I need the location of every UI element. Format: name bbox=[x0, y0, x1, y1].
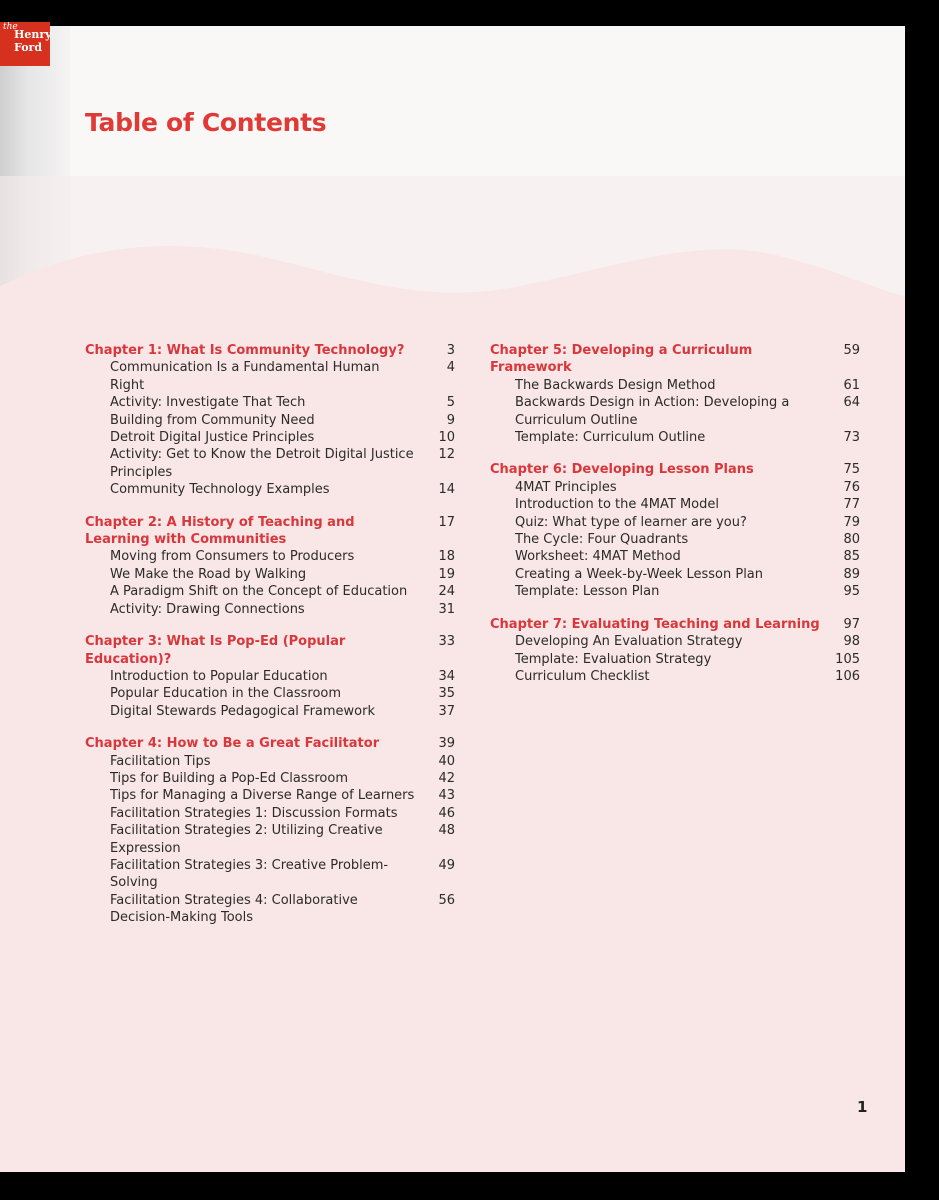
toc-chapter-block bbox=[490, 616, 860, 686]
toc-section-entry[interactable] bbox=[85, 394, 455, 411]
section-title: Quiz: What type of learner are you? bbox=[515, 514, 747, 530]
chapter-page-number: 17 bbox=[438, 514, 455, 530]
section-title: Community Technology Examples bbox=[110, 482, 330, 498]
section-page-number: 105 bbox=[835, 651, 860, 667]
section-title: Introduction to the 4MAT Model bbox=[515, 497, 719, 513]
toc-chapter-entry[interactable] bbox=[85, 735, 455, 752]
toc-section-entry[interactable] bbox=[490, 548, 860, 565]
toc-section-entry[interactable] bbox=[85, 892, 455, 927]
section-page-number: 98 bbox=[843, 634, 860, 650]
section-page-number: 12 bbox=[438, 447, 455, 463]
section-page-number: 19 bbox=[438, 566, 455, 582]
section-page-number: 14 bbox=[438, 482, 455, 498]
toc-chapter-block bbox=[85, 735, 455, 926]
logo-henry: Henry bbox=[14, 28, 52, 41]
toc-section-entry[interactable] bbox=[490, 651, 860, 668]
toc-chapter-block bbox=[85, 514, 455, 618]
toc-section-entry[interactable] bbox=[490, 514, 860, 531]
toc-section-entry[interactable] bbox=[85, 566, 455, 583]
section-title: A Paradigm Shift on the Concept of Education bbox=[110, 584, 408, 600]
section-page-number: 9 bbox=[446, 412, 455, 428]
toc-chapter-block bbox=[85, 633, 455, 720]
toc-section-entry[interactable] bbox=[85, 548, 455, 565]
toc-section-entry[interactable] bbox=[85, 601, 455, 618]
toc-chapter-block bbox=[490, 461, 860, 600]
section-title: Tips for Managing a Diverse Range of Learners bbox=[110, 788, 415, 804]
section-page-number: 85 bbox=[843, 549, 860, 565]
logo-ford: Ford bbox=[14, 41, 43, 54]
toc-section-entry[interactable] bbox=[490, 633, 860, 650]
toc-chapter-entry[interactable] bbox=[85, 633, 455, 668]
section-page-number: 48 bbox=[438, 823, 455, 839]
toc-chapter-block bbox=[490, 342, 860, 446]
section-title: Communication Is a Fundamental Human Right bbox=[110, 360, 380, 393]
toc-section-entry[interactable] bbox=[85, 753, 455, 770]
toc-section-entry[interactable] bbox=[85, 668, 455, 685]
chapter-page-number: 33 bbox=[438, 634, 455, 650]
section-title: Backwards Design in Action: Developing a Curriculum Outline bbox=[515, 395, 790, 428]
toc-section-entry[interactable] bbox=[85, 359, 455, 394]
toc-right-column bbox=[490, 342, 860, 700]
section-title: Facilitation Strategies 1: Discussion Formats bbox=[110, 805, 398, 821]
section-page-number: 95 bbox=[843, 584, 860, 600]
section-title: Worksheet: 4MAT Method bbox=[515, 549, 681, 565]
section-page-number: 73 bbox=[843, 430, 860, 446]
toc-chapter-entry[interactable] bbox=[85, 514, 455, 549]
section-title: Template: Curriculum Outline bbox=[515, 430, 706, 446]
section-title: Template: Evaluation Strategy bbox=[515, 651, 712, 667]
section-page-number: 40 bbox=[438, 753, 455, 769]
chapter-page-number: 97 bbox=[843, 616, 860, 632]
section-title: Developing An Evaluation Strategy bbox=[515, 634, 743, 650]
section-page-number: 46 bbox=[438, 805, 455, 821]
chapter-title: Chapter 6: Developing Lesson Plans bbox=[490, 462, 754, 478]
toc-section-entry[interactable] bbox=[490, 531, 860, 548]
section-page-number: 37 bbox=[438, 703, 455, 719]
section-title: Introduction to Popular Education bbox=[110, 668, 328, 684]
section-page-number: 56 bbox=[438, 892, 455, 908]
section-page-number: 76 bbox=[843, 479, 860, 495]
section-page-number: 80 bbox=[843, 532, 860, 548]
toc-section-entry[interactable] bbox=[490, 566, 860, 583]
toc-section-entry[interactable] bbox=[85, 770, 455, 787]
toc-section-entry[interactable] bbox=[85, 857, 455, 892]
section-page-number: 35 bbox=[438, 686, 455, 702]
toc-section-entry[interactable] bbox=[490, 668, 860, 685]
section-page-number: 42 bbox=[438, 770, 455, 786]
section-title: Activity: Investigate That Tech bbox=[110, 395, 306, 411]
section-page-number: 89 bbox=[843, 566, 860, 582]
toc-section-entry[interactable] bbox=[490, 496, 860, 513]
section-page-number: 34 bbox=[438, 668, 455, 684]
section-title: Template: Lesson Plan bbox=[515, 584, 660, 600]
logo-the: the bbox=[3, 22, 18, 32]
section-page-number: 10 bbox=[438, 430, 455, 446]
toc-section-entry[interactable] bbox=[490, 583, 860, 600]
toc-section-entry[interactable] bbox=[85, 481, 455, 498]
section-title: We Make the Road by Walking bbox=[110, 566, 307, 582]
section-title: Detroit Digital Justice Principles bbox=[110, 430, 315, 446]
page-number: 1 bbox=[857, 1098, 868, 1116]
section-page-number: 4 bbox=[446, 360, 455, 376]
chapter-page-number: 75 bbox=[843, 462, 860, 478]
chapter-page-number: 59 bbox=[843, 343, 860, 358]
section-title: Popular Education in the Classroom bbox=[110, 686, 342, 702]
section-title: Curriculum Checklist bbox=[515, 668, 650, 684]
chapter-page-number: 3 bbox=[446, 343, 455, 358]
toc-section-entry[interactable] bbox=[85, 412, 455, 429]
section-title: Activity: Drawing Connections bbox=[110, 601, 305, 617]
section-page-number: 31 bbox=[438, 601, 455, 617]
toc-left-column bbox=[85, 342, 455, 942]
toc-chapter-entry[interactable] bbox=[85, 342, 455, 359]
section-page-number: 64 bbox=[843, 395, 860, 411]
section-page-number: 77 bbox=[843, 497, 860, 513]
toc-section-entry[interactable] bbox=[490, 394, 860, 429]
section-title: Facilitation Strategies 2: Utilizing Creative Expression bbox=[110, 823, 383, 856]
section-title: Creating a Week-by-Week Lesson Plan bbox=[515, 566, 764, 582]
section-title: Building from Community Need bbox=[110, 412, 315, 428]
chapter-title: Chapter 5: Developing a Curriculum Framework bbox=[490, 343, 753, 376]
section-title: Facilitation Strategies 4: Collaborative Decision-Making Tools bbox=[110, 892, 358, 926]
chapter-title: Chapter 3: What Is Pop-Ed (Popular Education)? bbox=[85, 634, 346, 667]
section-title: Activity: Get to Know the Detroit Digital Justice Principles bbox=[110, 447, 414, 480]
section-page-number: 79 bbox=[843, 514, 860, 530]
toc-section-entry[interactable] bbox=[85, 583, 455, 600]
section-title: The Cycle: Four Quadrants bbox=[515, 532, 689, 548]
toc-chapter-entry[interactable] bbox=[490, 616, 860, 633]
toc-section-entry[interactable] bbox=[85, 805, 455, 822]
toc-section-entry[interactable] bbox=[490, 429, 860, 446]
section-title: Digital Stewards Pedagogical Framework bbox=[110, 703, 375, 719]
page-title: Table of Contents bbox=[85, 108, 327, 137]
section-title: Facilitation Strategies 3: Creative Problem-Solving bbox=[110, 857, 389, 891]
toc-section-entry[interactable] bbox=[85, 822, 455, 857]
toc-section-entry[interactable] bbox=[85, 703, 455, 720]
chapter-title: Chapter 1: What Is Community Technology? bbox=[85, 343, 405, 358]
chapter-title: Chapter 7: Evaluating Teaching and Learning bbox=[490, 616, 820, 632]
section-page-number: 43 bbox=[438, 788, 455, 804]
section-title: Facilitation Tips bbox=[110, 753, 211, 769]
henry-ford-logo bbox=[0, 22, 50, 66]
chapter-title: Chapter 4: How to Be a Great Facilitator bbox=[85, 736, 380, 752]
section-page-number: 5 bbox=[446, 395, 455, 411]
toc-section-entry[interactable] bbox=[85, 446, 455, 481]
toc-chapter-block bbox=[85, 342, 455, 499]
chapter-page-number: 39 bbox=[438, 736, 455, 752]
toc-section-entry[interactable] bbox=[85, 685, 455, 702]
section-title: Moving from Consumers to Producers bbox=[110, 549, 355, 565]
section-page-number: 18 bbox=[438, 549, 455, 565]
section-page-number: 61 bbox=[843, 377, 860, 393]
toc-chapter-entry[interactable] bbox=[490, 461, 860, 478]
toc-section-entry[interactable] bbox=[490, 377, 860, 394]
section-title: Tips for Building a Pop-Ed Classroom bbox=[110, 770, 348, 786]
toc-section-entry[interactable] bbox=[490, 479, 860, 496]
section-page-number: 24 bbox=[438, 584, 455, 600]
section-page-number: 106 bbox=[835, 668, 860, 684]
chapter-title: Chapter 2: A History of Teaching and Learning with Communities bbox=[85, 514, 355, 548]
section-title: 4MAT Principles bbox=[515, 479, 617, 495]
toc-section-entry[interactable] bbox=[85, 429, 455, 446]
section-title: The Backwards Design Method bbox=[515, 377, 716, 393]
toc-section-entry[interactable] bbox=[85, 787, 455, 804]
section-page-number: 49 bbox=[438, 857, 455, 873]
toc-chapter-entry[interactable] bbox=[490, 342, 860, 377]
